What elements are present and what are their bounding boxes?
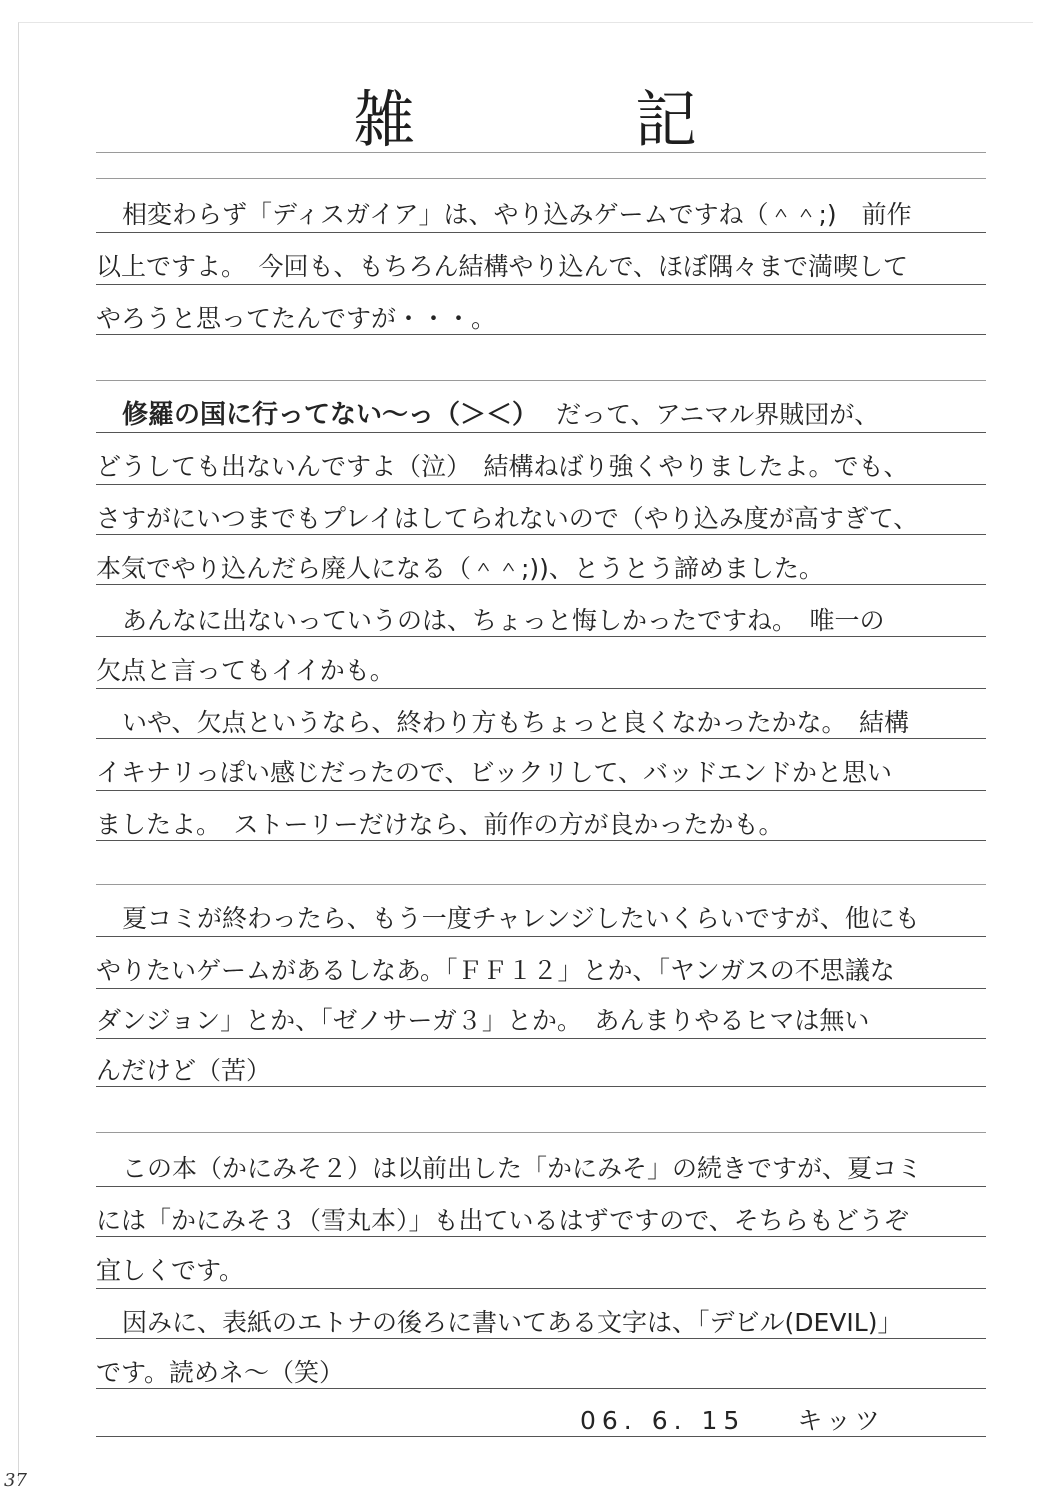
text-line: ましたよ。 ストーリーだけなら、前作の方が良かったかも。 <box>96 810 784 839</box>
text-line <box>96 398 986 432</box>
ruled-line <box>96 1436 986 1437</box>
ruled-line <box>96 636 986 637</box>
section-rule <box>96 884 986 885</box>
ruled-line <box>96 936 986 937</box>
ruled-line <box>96 1288 986 1289</box>
ruled-line <box>96 232 986 233</box>
ruled-line <box>96 1236 986 1237</box>
ruled-line <box>96 284 986 285</box>
ruled-line <box>96 1388 986 1389</box>
ruled-line <box>96 1186 986 1187</box>
section-rule <box>96 1132 986 1133</box>
ruled-line <box>96 738 986 739</box>
ruled-line <box>96 334 986 335</box>
text-line: ダンジョン」とか、「ゼノサーガ３」とか。 あんまりやるヒマは無い <box>96 1006 870 1035</box>
text-line: この本（かにみそ２）は以前出した「かにみそ」の続きですが、夏コミ <box>122 1154 923 1183</box>
text-line: 夏コミが終わったら、もう一度チャレンジしたいくらいですが、他にも <box>122 904 920 933</box>
ruled-line <box>96 840 986 841</box>
title-rule <box>96 152 986 153</box>
text-line: さすがにいつまでもプレイはしてられないので（やり込み度が高すぎて、 <box>96 504 919 533</box>
text-line: どうしても出ないんですよ（泣） 結構ねばり強くやりましたよ。でも、 <box>96 452 909 481</box>
text-line: イキナリっぽい感じだったので、ビックリして、バッドエンドかと思い <box>96 758 893 787</box>
text-line: 以上ですよ。 今回も、もちろん結構やり込んで、ほぼ隅々まで満喫して <box>96 252 909 281</box>
ruled-line <box>96 988 986 989</box>
page-number: 37 <box>4 1470 27 1491</box>
author-signature: キッツ <box>797 1406 884 1435</box>
text-line: 宜しくです。 <box>96 1256 245 1285</box>
ruled-line <box>96 484 986 485</box>
ruled-line <box>96 790 986 791</box>
section-rule <box>96 380 986 381</box>
ruled-line <box>96 1038 986 1039</box>
ruled-line <box>96 432 986 433</box>
text-line: 本気でやり込んだら廃人になる（＾＾;))、とうとう諦めました。 <box>96 554 824 583</box>
text-line: いや、欠点というなら、終わり方もちょっと良くなかったかな。 結構 <box>122 708 910 737</box>
text-line: 欠点と言ってもイイかも。 <box>96 656 395 685</box>
ruled-line <box>96 534 986 535</box>
text-line: 相変わらず「ディスガイア」は、やり込みゲームですね（＾＾;) 前作 <box>122 200 912 229</box>
text-line: には「かにみそ３（雪丸本）」も出ているはずですので、そちらもどうぞ <box>96 1206 909 1235</box>
text-line: あんなに出ないっていうのは、ちょっと悔しかったですね。 唯一の <box>122 606 885 635</box>
text-line: やろうと思ってたんですが・・・。 <box>96 304 497 333</box>
text-line: です。読めネ〜（笑） <box>96 1358 345 1387</box>
date-text: 06. 6. 15 <box>580 1406 746 1435</box>
ruled-line <box>96 1086 986 1087</box>
text-line: 因みに、表紙のエトナの後ろに書いてある文字は、「デビル(DEVIL)」 <box>122 1308 903 1337</box>
ruled-line <box>96 688 986 689</box>
emphasis-text: 修羅の国に行ってない〜っ（＞＜） <box>122 400 539 430</box>
ruled-line <box>96 584 986 585</box>
signature-line <box>580 1404 884 1438</box>
section-rule <box>96 178 986 179</box>
ruled-line <box>96 1338 986 1339</box>
text-line: やりたいゲームがあるしなあ。「ＦＦ１２」とか、「ヤンガスの不思議な <box>96 956 895 985</box>
page-title: 雑 記 <box>353 83 797 156</box>
text-fragment: だって、アニマル界賊団が、 <box>556 400 880 429</box>
text-line: んだけど（苦） <box>96 1056 272 1085</box>
